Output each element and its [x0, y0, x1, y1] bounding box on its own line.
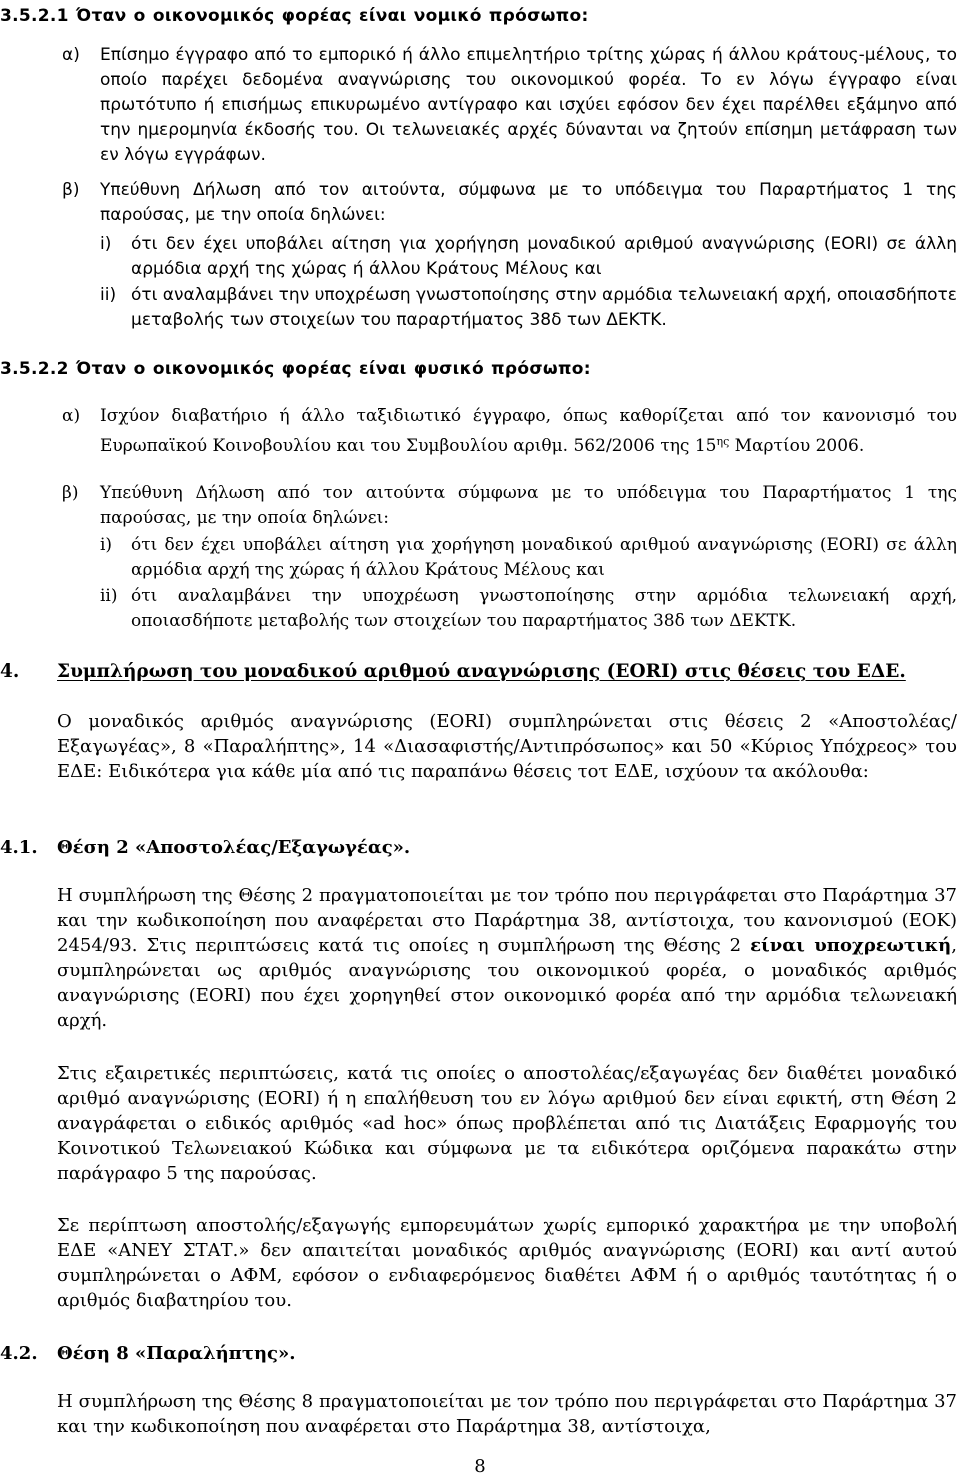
item-label: α): [62, 406, 81, 426]
list-item-a: [62, 43, 957, 168]
list-item-b: [62, 481, 957, 531]
item-text-part: Ισχύον διαβατήριο ή άλλο ταξιδιωτικό έγγραφο, όπως καθορίζεται από τον κανονισμό του Ευρωπαϊκού Κοινοβουλίου και του Συμβουλίου αριθμ. 562/2006 της 15: [100, 406, 957, 456]
list-subitem-ii: [62, 584, 957, 634]
section-4-1-heading: [0, 835, 957, 860]
list-subitem-i: [62, 232, 957, 282]
item-label: i): [100, 234, 112, 254]
list-item-b: [62, 178, 957, 228]
item-text: ότι δεν έχει υποβάλει αίτηση για χορήγηση μοναδικού αριθμού αναγνώρισης (EORI) σε άλλη αρμόδια αρχή της χώρας ή άλλου Κράτους Μέλους και: [131, 234, 957, 279]
paragraph-bold-text: είναι υποχρεωτική: [750, 935, 952, 956]
section-4-1-paragraph-2: Στις εξαιρετικές περιπτώσεις, κατά τις οποίες ο αποστολέας/εξαγωγέας δεν διαθέτει μοναδικό αριθμό αναγνώρισης (EORI) ή η επαλήθευση του εν λόγω αριθμού δεν είναι εφικτή, στη Θέση 2 αναγράφεται ο ειδικός αριθμός «ad hoc» όπως προβλέπεται από τις Διατάξεις Εφαρμογής του Κοινοτικού Τελωνειακού Κώδικα και σύμφωνα με τα ειδικότερα οριζόμενα παρακάτω στην παράγραφο 5 της παρούσας.: [57, 1063, 957, 1184]
page-number: 8: [474, 1456, 486, 1477]
section-heading-text: Θέση 2 «Αποστολέας/Εξαγωγέας».: [57, 837, 411, 858]
paragraph-text: Η συμπλήρωση της Θέσης 2 πραγματοποιείται με τον τρόπο που περιγράφεται στο Παράρτημα 37 και την κωδικοποίηση που αναφέρεται στο Παράρτημα 38, αντίστοιχα, του κανονισμού (ΕΟΚ) 2454/93. Στις περιπτώσεις κατά τις οποίες η συμπλήρωση της Θέσης 2: [57, 885, 957, 956]
section-number: 4.: [0, 661, 20, 682]
item-text: Υπεύθυνη Δήλωση από τον αιτούντα σύμφωνα με το υπόδειγμα του Παραρτήματος 1 της παρούσας, με την οποία δηλώνει:: [100, 483, 957, 528]
section-4-2-heading: [0, 1341, 957, 1366]
section-heading-text: Θέση 8 «Παραλήπτης».: [57, 1343, 296, 1364]
item-text: [100, 404, 957, 459]
list-subitem-i: [62, 533, 957, 583]
list-subitem-ii: [62, 283, 957, 333]
paragraph-text: , συμπληρώνεται ως αριθμός αναγνώρισης του οικονομικού φορέα, ο μοναδικός αριθμός αναγνώρισης (EORI) που έχει χορηγηθεί στον οικονομικό φορέα από την αρμόδια τελωνειακή αρχή.: [57, 935, 957, 1031]
superscript: ης: [716, 435, 730, 448]
item-text-part: Μαρτίου 2006.: [729, 436, 865, 456]
section-4-1-paragraph-1: [57, 883, 957, 1033]
section-4-heading: [0, 659, 957, 684]
section-number: 4.1.: [0, 837, 38, 858]
item-label: ii): [100, 285, 117, 305]
section-heading-text: 3.5.2.2 Όταν ο οικονομικός φορέας είναι φυσικό πρόσωπο:: [0, 359, 591, 379]
section-3-5-2-2-heading: [0, 357, 957, 382]
section-4-2-paragraph-1: Η συμπλήρωση της Θέσης 8 πραγματοποιείται με τον τρόπο που περιγράφεται στο Παράρτημα 37 και την κωδικοποίηση που αναφέρεται στο Παράρτημα 38, αντίστοιχα,: [57, 1391, 957, 1437]
section-4-1-paragraph-3: Σε περίπτωση αποστολής/εξαγωγής εμπορευμάτων χωρίς εμπορικό χαρακτήρα με την υποβολή ΕΔΕ «ΑΝΕΥ ΣΤΑΤ.» δεν απαιτείται μοναδικός αριθμός αναγνώρισης (EORI) και αντί αυτού συμπληρώνεται ο ΑΦΜ, εφόσον ο ενδιαφερόμενος διαθέτει ΑΦΜ ή ο αριθμός ταυτότητας ή ο αριθμός διαβατηρίου του.: [57, 1215, 957, 1311]
item-text: ότι αναλαμβάνει την υποχρέωση γνωστοποίησης στην αρμόδια τελωνειακή αρχή, οποιασδήποτε μεταβολής των στοιχείων του παραρτήματος 38δ των ΔΕΚΤΚ.: [131, 285, 957, 330]
section-heading-text: 3.5.2.1 Όταν ο οικονομικός φορέας είναι νομικό πρόσωπο:: [0, 6, 589, 26]
item-label: ii): [100, 586, 118, 606]
item-text: ότι αναλαμβάνει την υποχρέωση γνωστοποίησης στην αρμόδια τελωνειακή αρχή, οποιασδήποτε μεταβολής των στοιχείων του παραρτήματος 38δ των ΔΕΚΤΚ.: [131, 586, 957, 631]
section-3-5-2-1-heading: [0, 4, 957, 29]
item-label: α): [62, 45, 80, 65]
item-text: Υπεύθυνη Δήλωση από τον αιτούντα, σύμφωνα με το υπόδειγμα του Παραρτήματος 1 της παρούσας, με την οποία δηλώνει:: [100, 180, 957, 225]
section-4-paragraph: Ο μοναδικός αριθμός αναγνώρισης (EORI) συμπληρώνεται στις θέσεις 2 «Αποστολέας/Εξαγωγέας», 8 «Παραλήπτης», 14 «Διασαφιστής/Αντιπρόσωπος» και 50 «Κύριος Υπόχρεος» του ΕΔΕ: Ειδικότερα για κάθε μία από τις παραπάνω θέσεις τοτ ΕΔΕ, ισχύουν τα ακόλουθα:: [57, 711, 957, 782]
item-label: β): [62, 180, 80, 200]
list-item-a: [62, 404, 957, 459]
item-label: i): [100, 535, 113, 555]
item-text: Επίσημο έγγραφο από το εμπορικό ή άλλο επιμελητήριο τρίτης χώρας ή άλλου κράτους-μέλους, το οποίο παρέχει δεδομένα αναγνώρισης του οικονομικού φορέα. Το εν λόγω έγγραφο είναι πρωτότυπο ή επισήμως επικυρωμένο αντίγραφο και ισχύει εφόσον δεν έχει παρέλθει εξάμηνο από την ημερομηνία έκδοσής του. Οι τελωνειακές αρχές δύνανται να ζητούν επίσημη μετάφραση των εν λόγω εγγράφων.: [100, 45, 957, 165]
section-number: 4.2.: [0, 1343, 38, 1364]
item-label: β): [62, 483, 79, 503]
section-heading-text: Συμπλήρωση του μοναδικού αριθμού αναγνώρισης (EORI) στις θέσεις του ΕΔΕ.: [57, 661, 906, 682]
item-text: ότι δεν έχει υποβάλει αίτηση για χορήγηση μοναδικού αριθμού αναγνώρισης (EORI) σε άλλη αρμόδια αρχή της χώρας ή άλλου Κράτους Μέλους και: [131, 535, 957, 580]
